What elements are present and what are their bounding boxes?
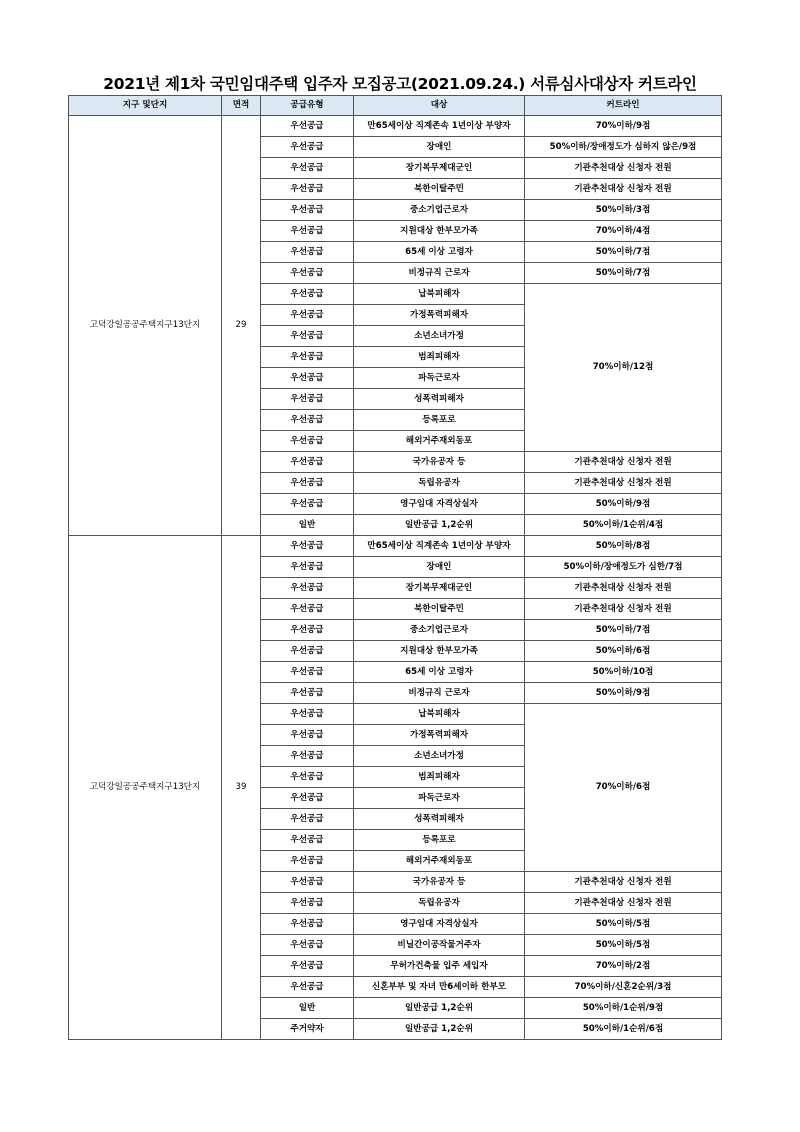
supply-type-cell: 우선공급 (261, 578, 354, 599)
supply-type-cell: 우선공급 (261, 536, 354, 557)
target-cell: 영구임대 자격상실자 (354, 494, 525, 515)
supply-type-cell: 우선공급 (261, 872, 354, 893)
cutoff-cell: 기관추천대상 신청자 전원 (525, 893, 722, 914)
supply-type-cell: 우선공급 (261, 263, 354, 284)
target-cell: 등록포로 (354, 830, 525, 851)
table-row (69, 536, 722, 557)
supply-type-cell: 우선공급 (261, 305, 354, 326)
district-cell: 고덕강일공공주택지구13단지 (69, 116, 222, 536)
supply-type-cell: 우선공급 (261, 935, 354, 956)
supply-type-cell: 우선공급 (261, 851, 354, 872)
cutoff-cell: 70%이하/신혼2순위/3점 (525, 977, 722, 998)
supply-type-cell: 우선공급 (261, 662, 354, 683)
supply-type-cell: 우선공급 (261, 158, 354, 179)
supply-type-cell: 우선공급 (261, 368, 354, 389)
target-cell: 납북피해자 (354, 704, 525, 725)
target-cell: 무허가건축물 입주 세입자 (354, 956, 525, 977)
cutoff-cell: 50%이하/9점 (525, 683, 722, 704)
cutoff-cell: 50%이하/1순위/9점 (525, 998, 722, 1019)
target-cell: 비정규직 근로자 (354, 683, 525, 704)
supply-type-cell: 우선공급 (261, 641, 354, 662)
target-cell: 파독근로자 (354, 368, 525, 389)
target-cell: 지원대상 한부모가족 (354, 641, 525, 662)
target-cell: 일반공급 1,2순위 (354, 515, 525, 536)
supply-type-cell: 우선공급 (261, 410, 354, 431)
cutoff-cell: 50%이하/1순위/6점 (525, 1019, 722, 1040)
target-cell: 영구임대 자격상실자 (354, 914, 525, 935)
target-cell: 장애인 (354, 137, 525, 158)
cutoff-cell: 50%이하/1순위/4점 (525, 515, 722, 536)
supply-type-cell: 우선공급 (261, 914, 354, 935)
cutoff-cell: 50%이하/3점 (525, 200, 722, 221)
header-target: 대상 (354, 96, 525, 116)
cutoff-cell: 50%이하/7점 (525, 242, 722, 263)
target-cell: 범죄피해자 (354, 347, 525, 368)
cutoff-cell: 기관추천대상 신청자 전원 (525, 599, 722, 620)
cutoff-cell: 50%이하/8점 (525, 536, 722, 557)
target-cell: 성폭력피해자 (354, 389, 525, 410)
supply-type-cell: 일반 (261, 515, 354, 536)
cutoff-cell: 기관추천대상 신청자 전원 (525, 158, 722, 179)
supply-type-cell: 우선공급 (261, 116, 354, 137)
target-cell: 납북피해자 (354, 284, 525, 305)
supply-type-cell: 우선공급 (261, 893, 354, 914)
cutoff-cell: 기관추천대상 신청자 전원 (525, 452, 722, 473)
supply-type-cell: 우선공급 (261, 830, 354, 851)
target-cell: 중소기업근로자 (354, 200, 525, 221)
cutoff-cell: 기관추천대상 신청자 전원 (525, 872, 722, 893)
target-cell: 국가유공자 등 (354, 872, 525, 893)
target-cell: 장기복무제대군인 (354, 158, 525, 179)
target-cell: 만65세이상 직계존속 1년이상 부양자 (354, 536, 525, 557)
supply-type-cell: 우선공급 (261, 704, 354, 725)
target-cell: 지원대상 한부모가족 (354, 221, 525, 242)
target-cell: 중소기업근로자 (354, 620, 525, 641)
target-cell: 가정폭력피해자 (354, 725, 525, 746)
supply-type-cell: 우선공급 (261, 242, 354, 263)
target-cell: 파독근로자 (354, 788, 525, 809)
supply-type-cell: 우선공급 (261, 452, 354, 473)
header-supply-type: 공급유형 (261, 96, 354, 116)
cutoff-cell: 50%이하/7점 (525, 263, 722, 284)
cutoff-cell: 기관추천대상 신청자 전원 (525, 473, 722, 494)
target-cell: 성폭력피해자 (354, 809, 525, 830)
target-cell: 등록포로 (354, 410, 525, 431)
table-row (69, 116, 722, 137)
cutoff-cell: 기관추천대상 신청자 전원 (525, 179, 722, 200)
table-body (69, 116, 722, 1040)
supply-type-cell: 우선공급 (261, 809, 354, 830)
cutoff-cell: 70%이하/4점 (525, 221, 722, 242)
target-cell: 장애인 (354, 557, 525, 578)
target-cell: 일반공급 1,2순위 (354, 998, 525, 1019)
target-cell: 해외거주재외동포 (354, 431, 525, 452)
header-cutoff: 커트라인 (525, 96, 722, 116)
target-cell: 소년소녀가정 (354, 326, 525, 347)
cutoff-cell: 50%이하/5점 (525, 935, 722, 956)
merged-cutoff-cell: 70%이하/12점 (525, 284, 722, 452)
target-cell: 북한이탈주민 (354, 179, 525, 200)
supply-type-cell: 우선공급 (261, 620, 354, 641)
supply-type-cell: 일반 (261, 998, 354, 1019)
header-district: 지구 및단지 (69, 96, 222, 116)
supply-type-cell: 우선공급 (261, 725, 354, 746)
target-cell: 북한이탈주민 (354, 599, 525, 620)
cutoff-cell: 50%이하/장애정도가 심한/7점 (525, 557, 722, 578)
target-cell: 신혼부부 및 자녀 만6세이하 한부모 (354, 977, 525, 998)
supply-type-cell: 우선공급 (261, 956, 354, 977)
supply-type-cell: 우선공급 (261, 221, 354, 242)
cutoff-cell: 50%이하/9점 (525, 494, 722, 515)
supply-type-cell: 우선공급 (261, 494, 354, 515)
supply-type-cell: 우선공급 (261, 179, 354, 200)
target-cell: 해외거주재외동포 (354, 851, 525, 872)
supply-type-cell: 우선공급 (261, 767, 354, 788)
target-cell: 장기복무제대군인 (354, 578, 525, 599)
cutoff-cell: 70%이하/2점 (525, 956, 722, 977)
page-title: 2021년 제1차 국민임대주택 입주자 모집공고(2021.09.24.) 서류심사대상자 커트라인 (103, 75, 697, 93)
supply-type-cell: 우선공급 (261, 746, 354, 767)
supply-type-cell: 우선공급 (261, 557, 354, 578)
supply-type-cell: 우선공급 (261, 683, 354, 704)
target-cell: 범죄피해자 (354, 767, 525, 788)
target-cell: 만65세이상 직계존속 1년이상 부양자 (354, 116, 525, 137)
target-cell: 비닐간이공작물거주자 (354, 935, 525, 956)
cutoff-table (68, 95, 722, 1040)
cutoff-cell: 기관추천대상 신청자 전원 (525, 578, 722, 599)
target-cell: 65세 이상 고령자 (354, 242, 525, 263)
supply-type-cell: 우선공급 (261, 326, 354, 347)
supply-type-cell: 주거약자 (261, 1019, 354, 1040)
merged-cutoff-cell: 70%이하/6점 (525, 704, 722, 872)
area-cell: 39 (222, 536, 261, 1040)
cutoff-cell: 50%이하/7점 (525, 620, 722, 641)
header-row (69, 96, 722, 116)
supply-type-cell: 우선공급 (261, 431, 354, 452)
supply-type-cell: 우선공급 (261, 977, 354, 998)
cutoff-cell: 50%이하/10점 (525, 662, 722, 683)
supply-type-cell: 우선공급 (261, 284, 354, 305)
supply-type-cell: 우선공급 (261, 200, 354, 221)
header-area: 면적 (222, 96, 261, 116)
supply-type-cell: 우선공급 (261, 599, 354, 620)
supply-type-cell: 우선공급 (261, 389, 354, 410)
target-cell: 가정폭력피해자 (354, 305, 525, 326)
district-cell: 고덕강일공공주택지구13단지 (69, 536, 222, 1040)
cutoff-cell: 70%이하/9점 (525, 116, 722, 137)
target-cell: 국가유공자 등 (354, 452, 525, 473)
target-cell: 65세 이상 고령자 (354, 662, 525, 683)
target-cell: 소년소녀가정 (354, 746, 525, 767)
supply-type-cell: 우선공급 (261, 473, 354, 494)
cutoff-cell: 50%이하/6점 (525, 641, 722, 662)
target-cell: 독립유공자 (354, 893, 525, 914)
supply-type-cell: 우선공급 (261, 347, 354, 368)
supply-type-cell: 우선공급 (261, 788, 354, 809)
target-cell: 일반공급 1,2순위 (354, 1019, 525, 1040)
area-cell: 29 (222, 116, 261, 536)
target-cell: 비정규직 근로자 (354, 263, 525, 284)
target-cell: 독립유공자 (354, 473, 525, 494)
cutoff-cell: 50%이하/5점 (525, 914, 722, 935)
supply-type-cell: 우선공급 (261, 137, 354, 158)
cutoff-cell: 50%이하/장애정도가 심하지 않은/9점 (525, 137, 722, 158)
